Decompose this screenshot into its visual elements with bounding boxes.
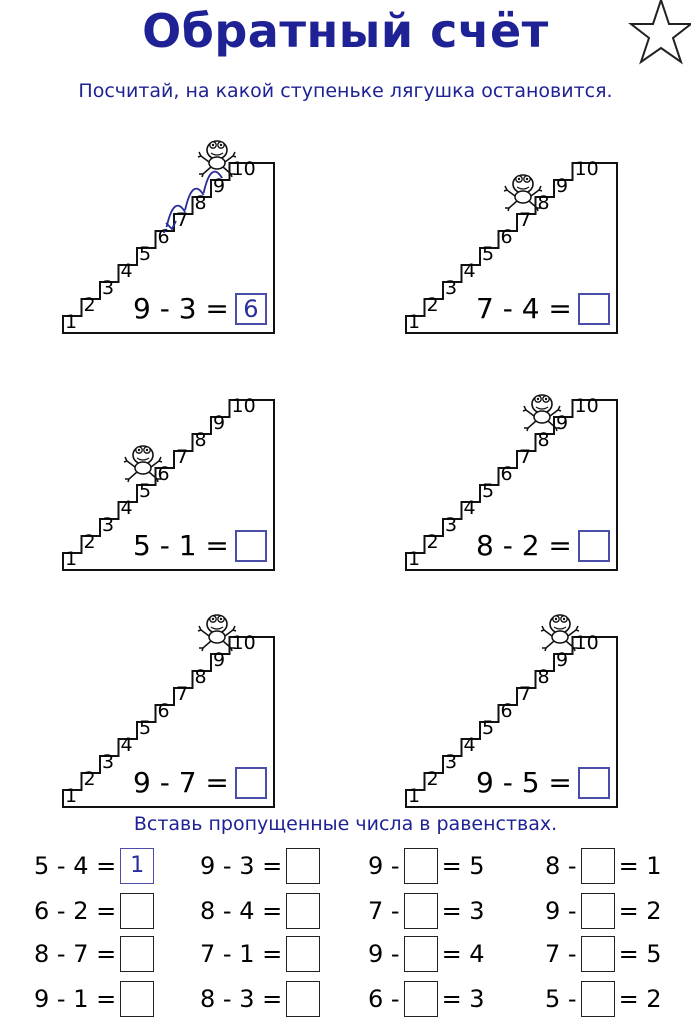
step-number: 9 <box>213 649 226 671</box>
answer-box[interactable] <box>578 293 610 325</box>
step-number: 1 <box>408 785 421 807</box>
step-number: 1 <box>65 785 78 807</box>
exercise-answer-box[interactable] <box>581 893 615 929</box>
exercise-right: = 5 <box>441 852 485 880</box>
exercise-answer-box[interactable] <box>120 893 154 929</box>
frog-icon <box>540 610 580 657</box>
stairs-equation <box>476 767 610 799</box>
frog-icon <box>503 170 543 212</box>
step-number: 5 <box>139 717 152 739</box>
answer-box[interactable] <box>235 530 267 562</box>
step-number: 2 <box>426 294 439 316</box>
frog-icon <box>123 441 163 483</box>
frog-icon <box>522 390 562 432</box>
frog-icon <box>503 170 543 217</box>
exercise-equation <box>368 936 485 972</box>
exercise-answer-box[interactable] <box>404 981 438 1017</box>
equation-text: 5 - 1 = <box>133 529 229 562</box>
exercise-answer-box[interactable] <box>286 981 320 1017</box>
stairs-panel <box>398 612 633 817</box>
step-number: 2 <box>83 768 96 790</box>
step-number: 6 <box>157 700 170 722</box>
step-number: 6 <box>500 226 513 248</box>
step-number: 3 <box>102 277 115 299</box>
step-number: 4 <box>120 260 133 282</box>
stairs-equation <box>133 530 267 562</box>
step-number: 5 <box>482 717 495 739</box>
step-number: 7 <box>519 446 532 468</box>
frog-icon <box>197 610 237 652</box>
step-number: 5 <box>139 243 152 265</box>
step-number: 4 <box>463 497 476 519</box>
stairs-panel <box>55 375 290 580</box>
page-title: Обратный счёт <box>142 4 549 58</box>
step-number: 2 <box>83 531 96 553</box>
step-number: 6 <box>500 700 513 722</box>
exercise-answer-box[interactable] <box>120 936 154 972</box>
stairs-equation <box>133 293 267 325</box>
exercise-left: 8 - 4 = <box>200 897 283 925</box>
step-number: 5 <box>139 480 152 502</box>
exercise-equation <box>545 848 662 884</box>
stairs-panel <box>55 138 290 343</box>
exercise-left: 7 - <box>545 940 577 968</box>
exercise-left: 9 - <box>368 940 400 968</box>
step-number: 6 <box>157 463 170 485</box>
step-number: 1 <box>65 548 78 570</box>
step-number: 2 <box>426 768 439 790</box>
step-number: 1 <box>408 311 421 333</box>
step-number: 3 <box>445 514 458 536</box>
exercise-answer-box[interactable] <box>120 981 154 1017</box>
step-number: 4 <box>120 734 133 756</box>
step-number: 7 <box>176 446 189 468</box>
frog-icon <box>540 610 580 652</box>
exercise-left: 9 - 1 = <box>34 985 117 1013</box>
step-number: 3 <box>102 514 115 536</box>
star-outline-icon <box>601 0 691 70</box>
instruction-top: Посчитай, на какой ступеньке лягушка остановится. <box>78 80 613 102</box>
exercise-equation <box>545 981 662 1017</box>
step-number: 9 <box>556 649 569 671</box>
step-number: 3 <box>445 277 458 299</box>
exercise-right: = 4 <box>441 940 485 968</box>
exercise-equation <box>34 981 158 1017</box>
exercise-right: = 2 <box>618 985 662 1013</box>
step-number: 4 <box>120 497 133 519</box>
step-number: 8 <box>537 429 550 451</box>
step-number: 9 <box>556 175 569 197</box>
equation-text: 9 - 5 = <box>476 766 572 799</box>
step-number: 4 <box>463 734 476 756</box>
step-number: 3 <box>102 751 115 773</box>
step-number: 10 <box>574 158 599 180</box>
exercise-equation <box>368 893 485 929</box>
frog-icon <box>197 610 237 657</box>
exercise-answer-box[interactable] <box>404 848 438 884</box>
exercise-right: = 3 <box>441 985 485 1013</box>
exercise-answer-box[interactable]: 1 <box>120 848 154 884</box>
step-number: 9 <box>213 412 226 434</box>
exercise-answer-box[interactable] <box>286 893 320 929</box>
exercise-equation <box>545 936 662 972</box>
exercise-answer-box[interactable] <box>286 848 320 884</box>
step-number: 4 <box>463 260 476 282</box>
step-number: 7 <box>176 209 189 231</box>
exercise-equation <box>200 893 324 929</box>
frog-icon <box>522 390 562 437</box>
stairs-equation <box>133 767 267 799</box>
step-number: 8 <box>194 192 207 214</box>
exercise-left: 5 - 4 = <box>34 852 117 880</box>
frog-icon <box>197 136 237 183</box>
exercise-equation <box>200 848 324 884</box>
exercise-answer-box[interactable] <box>581 848 615 884</box>
exercise-right: = 2 <box>618 897 662 925</box>
exercise-left: 5 - <box>545 985 577 1013</box>
stairs-panel <box>398 375 633 580</box>
step-number: 8 <box>537 192 550 214</box>
exercise-left: 7 - 1 = <box>200 940 283 968</box>
step-number: 5 <box>482 243 495 265</box>
step-number: 7 <box>519 209 532 231</box>
exercise-right: = 5 <box>618 940 662 968</box>
exercise-right: = 3 <box>441 897 485 925</box>
exercise-answer-box[interactable] <box>404 936 438 972</box>
exercise-equation <box>368 981 485 1017</box>
step-number: 9 <box>213 175 226 197</box>
exercise-equation <box>368 848 485 884</box>
step-number: 8 <box>194 666 207 688</box>
instruction-bottom: Вставь пропущенные числа в равенствах. <box>133 813 558 835</box>
step-number: 9 <box>556 412 569 434</box>
equation-text: 8 - 2 = <box>476 529 572 562</box>
answer-box[interactable] <box>578 530 610 562</box>
exercise-answer-box[interactable] <box>286 936 320 972</box>
step-number: 6 <box>157 226 170 248</box>
frog-icon <box>123 441 163 488</box>
frog-icon <box>197 136 237 178</box>
exercise-equation <box>34 936 158 972</box>
exercise-answer-box[interactable] <box>404 893 438 929</box>
step-number: 1 <box>408 548 421 570</box>
stairs-panel <box>398 138 633 343</box>
exercise-left: 9 - 3 = <box>200 852 283 880</box>
step-number: 2 <box>426 531 439 553</box>
exercise-left: 8 - <box>545 852 577 880</box>
exercise-left: 7 - <box>368 897 400 925</box>
equation-text: 7 - 4 = <box>476 292 572 325</box>
step-number: 3 <box>445 751 458 773</box>
stairs-panel <box>55 612 290 817</box>
exercise-right: = 1 <box>618 852 662 880</box>
step-number: 2 <box>83 294 96 316</box>
exercise-equation <box>200 936 324 972</box>
step-number: 10 <box>231 632 256 654</box>
exercise-equation <box>545 893 662 929</box>
exercise-equation <box>200 981 324 1017</box>
exercise-left: 6 - 2 = <box>34 897 117 925</box>
exercise-answer-box[interactable] <box>581 936 615 972</box>
step-number: 7 <box>519 683 532 705</box>
answer-box[interactable]: 6 <box>235 293 267 325</box>
equation-text: 9 - 7 = <box>133 766 229 799</box>
step-number: 8 <box>194 429 207 451</box>
step-number: 7 <box>176 683 189 705</box>
answer-box[interactable] <box>235 767 267 799</box>
exercise-left: 9 - <box>545 897 577 925</box>
exercise-equation <box>34 848 158 884</box>
stairs-equation <box>476 293 610 325</box>
step-number: 10 <box>574 632 599 654</box>
answer-box[interactable] <box>578 767 610 799</box>
step-number: 10 <box>231 158 256 180</box>
equation-text: 9 - 3 = <box>133 292 229 325</box>
step-number: 8 <box>537 666 550 688</box>
stairs-equation <box>476 530 610 562</box>
exercise-equation <box>34 893 158 929</box>
step-number: 10 <box>231 395 256 417</box>
step-number: 10 <box>574 395 599 417</box>
exercise-answer-box[interactable] <box>581 981 615 1017</box>
exercise-left: 9 - <box>368 852 400 880</box>
step-number: 5 <box>482 480 495 502</box>
exercise-left: 8 - 3 = <box>200 985 283 1013</box>
step-number: 1 <box>65 311 78 333</box>
step-number: 6 <box>500 463 513 485</box>
exercise-left: 8 - 7 = <box>34 940 117 968</box>
exercise-left: 6 - <box>368 985 400 1013</box>
